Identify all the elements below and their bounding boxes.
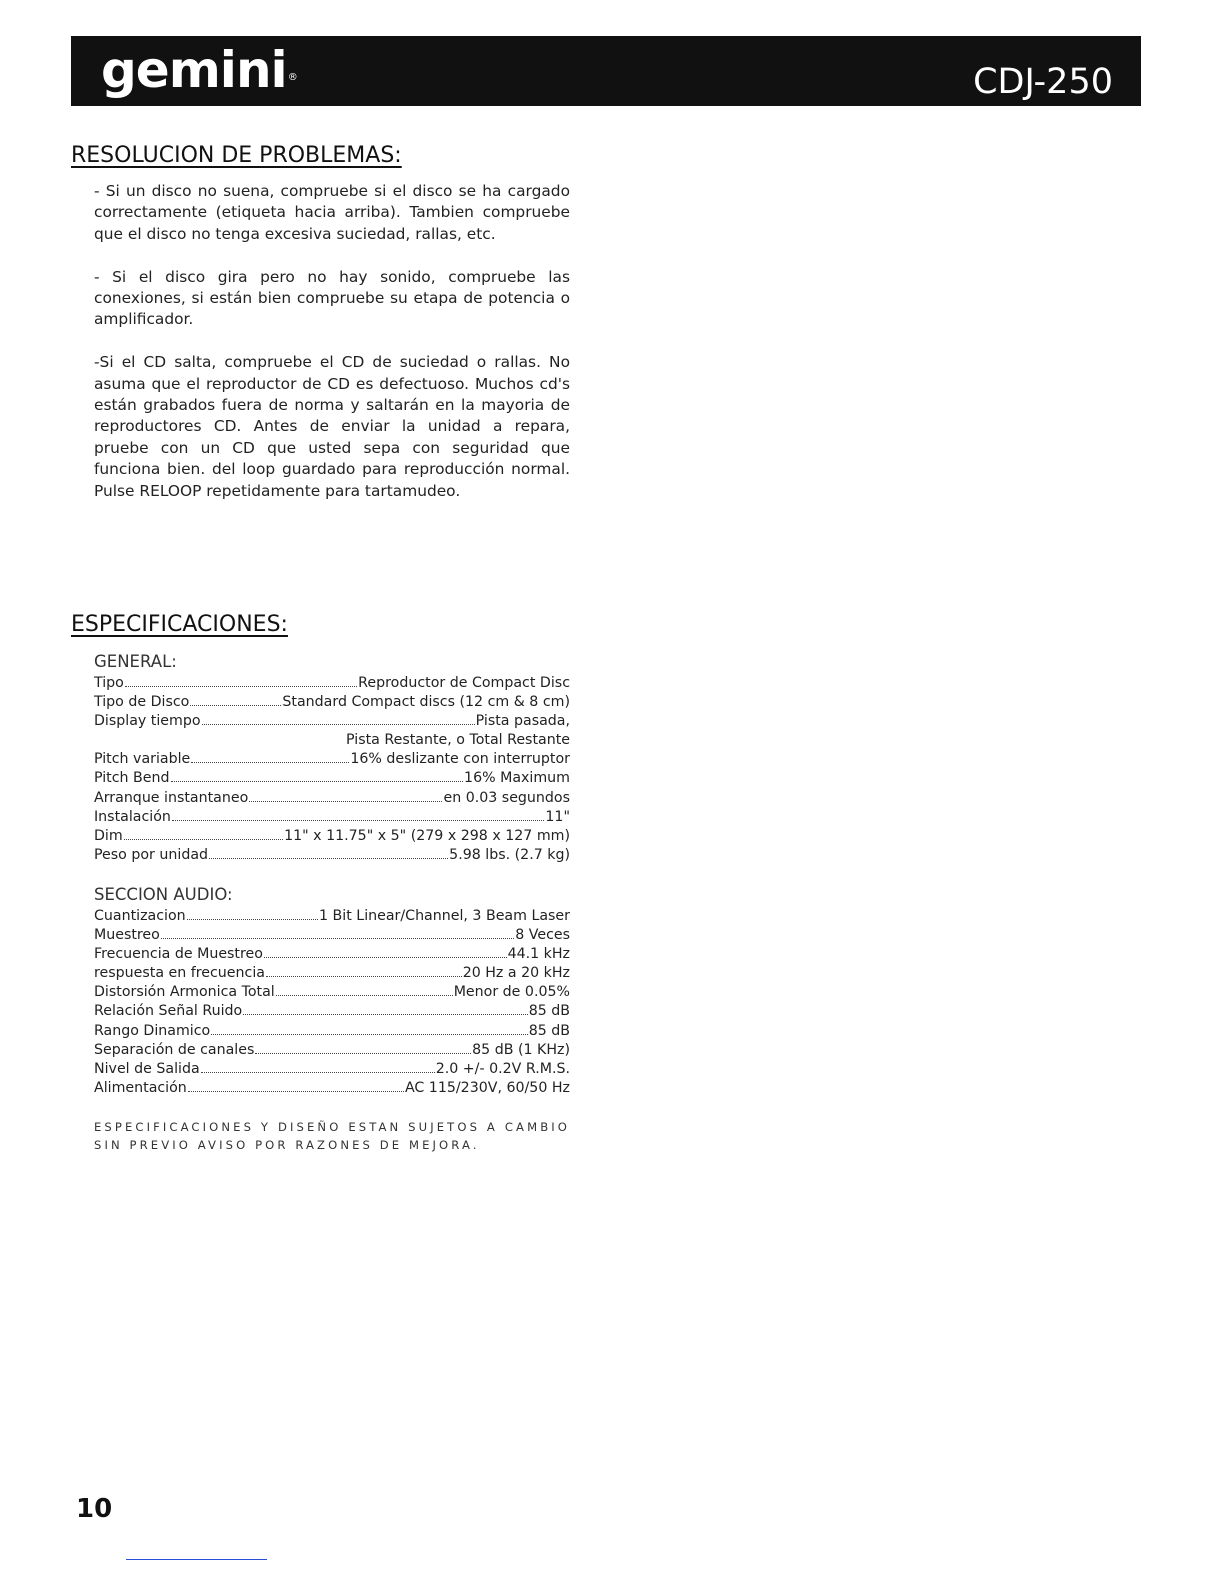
spec-row-pitch-bend — [94, 769, 570, 788]
spec-value: 11" x 11.75" x 5" (279 x 298 x 127 mm) — [284, 827, 570, 844]
troubleshooting-paragraph: -Si el CD salta, compruebe el CD de suciedad o rallas. No asuma que el reproductor de CD es defectuoso. Muchos cd's están grabados fuera de norma y saltarán en la mayoria de reproductores CD. Antes de enviar la unidad a repara, pruebe con un CD que usted sepa con seguridad que funciona bien. del loop guardado para reproducción normal. Pulse RELOOP repetidamente para tartamudeo. — [94, 353, 570, 500]
spec-row-respuesta-frecuencia — [94, 964, 570, 983]
leader-dots — [249, 801, 442, 802]
spec-label: Dim — [94, 827, 123, 844]
troubleshooting-paragraph: - Si un disco no suena, compruebe si el disco se ha cargado correctamente (etiqueta hacia arriba). Tambien compruebe que el disco no tenga excesiva suciedad, rallas, etc. — [94, 182, 570, 243]
specs-title: ESPECIFICACIONES: — [71, 612, 288, 637]
spec-label: Pitch variable — [94, 751, 191, 768]
spec-label: Muestreo — [94, 927, 160, 944]
spec-value: en 0.03 segundos — [443, 789, 570, 806]
spec-label: Peso por unidad — [94, 846, 209, 863]
spec-value: 11" — [545, 808, 570, 825]
spec-value: 16% Maximum — [464, 770, 570, 787]
spec-value: 8 Veces — [515, 927, 570, 944]
brand-logo — [101, 40, 297, 100]
spec-value: 20 Hz a 20 kHz — [462, 965, 570, 982]
spec-row-alimentacion — [94, 1079, 570, 1098]
spec-value: 85 dB — [528, 1022, 570, 1039]
spec-row-tipo-disco — [94, 693, 570, 712]
spec-row-distorsion — [94, 983, 570, 1002]
spec-row-frecuencia-muestreo — [94, 945, 570, 964]
spec-row-cuantizacion — [94, 907, 570, 926]
leader-dots — [187, 919, 318, 920]
spec-value: Menor de 0.05% — [453, 984, 570, 1001]
spec-value: Pista pasada, — [475, 713, 570, 730]
model-name: CDJ-250 — [973, 62, 1113, 102]
leader-dots — [211, 1034, 527, 1035]
spec-value: 85 dB — [528, 1003, 570, 1020]
spec-value: Reproductor de Compact Disc — [358, 675, 570, 691]
leader-dots — [202, 724, 475, 725]
spec-value: 85 dB (1 KHz) — [472, 1041, 570, 1058]
specs-disclaimer: ESPECIFICACIONES Y DISEÑO ESTAN SUJETOS A CAMBIO SIN PREVIO AVISO POR RAZONES DE MEJORA. — [94, 1120, 570, 1152]
audio-heading: SECCION AUDIO: — [94, 885, 233, 904]
leader-dots — [172, 820, 545, 821]
leader-dots — [276, 995, 453, 996]
spec-label: Arranque instantaneo — [94, 789, 249, 806]
troubleshooting-title: RESOLUCION DE PROBLEMAS: — [71, 143, 402, 168]
spec-row-nivel-salida — [94, 1060, 570, 1079]
spec-label: Relación Señal Ruido — [94, 1003, 243, 1020]
general-specs — [94, 652, 570, 865]
leader-dots — [161, 938, 514, 939]
leader-dots — [124, 839, 283, 840]
leader-dots — [201, 1072, 435, 1073]
leader-dots — [191, 762, 349, 763]
leader-dots — [125, 686, 357, 687]
spec-row-pitch-variable — [94, 750, 570, 769]
brand-name: gemini — [101, 41, 287, 99]
spec-value-continuation: Pista Restante, o Total Restante — [346, 732, 570, 749]
troubleshooting-section — [94, 181, 570, 502]
spec-label: Frecuencia de Muestreo — [94, 946, 263, 963]
spec-label: Instalación — [94, 808, 171, 825]
spec-row-rango-dinamico — [94, 1022, 570, 1041]
spec-value: 16% deslizante con interruptor — [350, 751, 570, 768]
audio-specs — [94, 885, 570, 1098]
registered-mark: ® — [287, 72, 297, 83]
leader-dots — [209, 858, 448, 859]
spec-row-muestreo — [94, 926, 570, 945]
leader-dots — [188, 1091, 404, 1092]
leader-dots — [264, 957, 507, 958]
general-heading: GENERAL: — [94, 652, 177, 671]
spec-row-separacion-canales — [94, 1041, 570, 1060]
leader-dots — [190, 705, 281, 706]
leader-dots — [243, 1014, 527, 1015]
troubleshooting-paragraph: - Si el disco gira pero no hay sonido, compruebe las conexiones, si están bien compruebe su etapa de potencia o amplificador. — [94, 267, 570, 329]
spec-value: AC 115/230V, 60/50 Hz — [404, 1079, 570, 1096]
spec-label: Distorsión Armonica Total — [94, 984, 275, 1001]
spec-label: Pitch Bend — [94, 770, 170, 787]
spec-value: 5.98 lbs. (2.7 kg) — [449, 846, 570, 863]
spec-row-peso — [94, 846, 570, 865]
spec-value: 1 Bit Linear/Channel, 3 Beam Laser — [319, 908, 570, 924]
spec-label: Tipo — [94, 675, 124, 691]
spec-value: 2.0 +/- 0.2V R.M.S. — [435, 1060, 570, 1077]
spec-label: Alimentación — [94, 1079, 187, 1096]
footer-rule — [126, 1559, 267, 1560]
header-bar — [71, 36, 1141, 106]
spec-label: Cuantizacion — [94, 908, 186, 924]
spec-value: Standard Compact discs (12 cm & 8 cm) — [282, 694, 570, 711]
spec-value: 44.1 kHz — [507, 946, 570, 963]
spec-label: Tipo de Disco — [94, 694, 190, 711]
spec-label: Separación de canales — [94, 1041, 255, 1058]
spec-row-dim — [94, 827, 570, 846]
spec-row-senal-ruido — [94, 1002, 570, 1021]
leader-dots — [255, 1053, 471, 1054]
leader-dots — [266, 976, 462, 977]
spec-row-display-tiempo — [94, 712, 570, 731]
spec-label: Display tiempo — [94, 713, 201, 730]
page-number: 10 — [76, 1494, 113, 1524]
spec-row-arranque — [94, 789, 570, 808]
spec-label: Rango Dinamico — [94, 1022, 211, 1039]
spec-label: respuesta en frecuencia — [94, 965, 265, 982]
spec-row-tipo — [94, 674, 570, 693]
spec-row-instalacion — [94, 808, 570, 827]
leader-dots — [171, 781, 464, 782]
spec-label: Nivel de Salida — [94, 1060, 200, 1077]
